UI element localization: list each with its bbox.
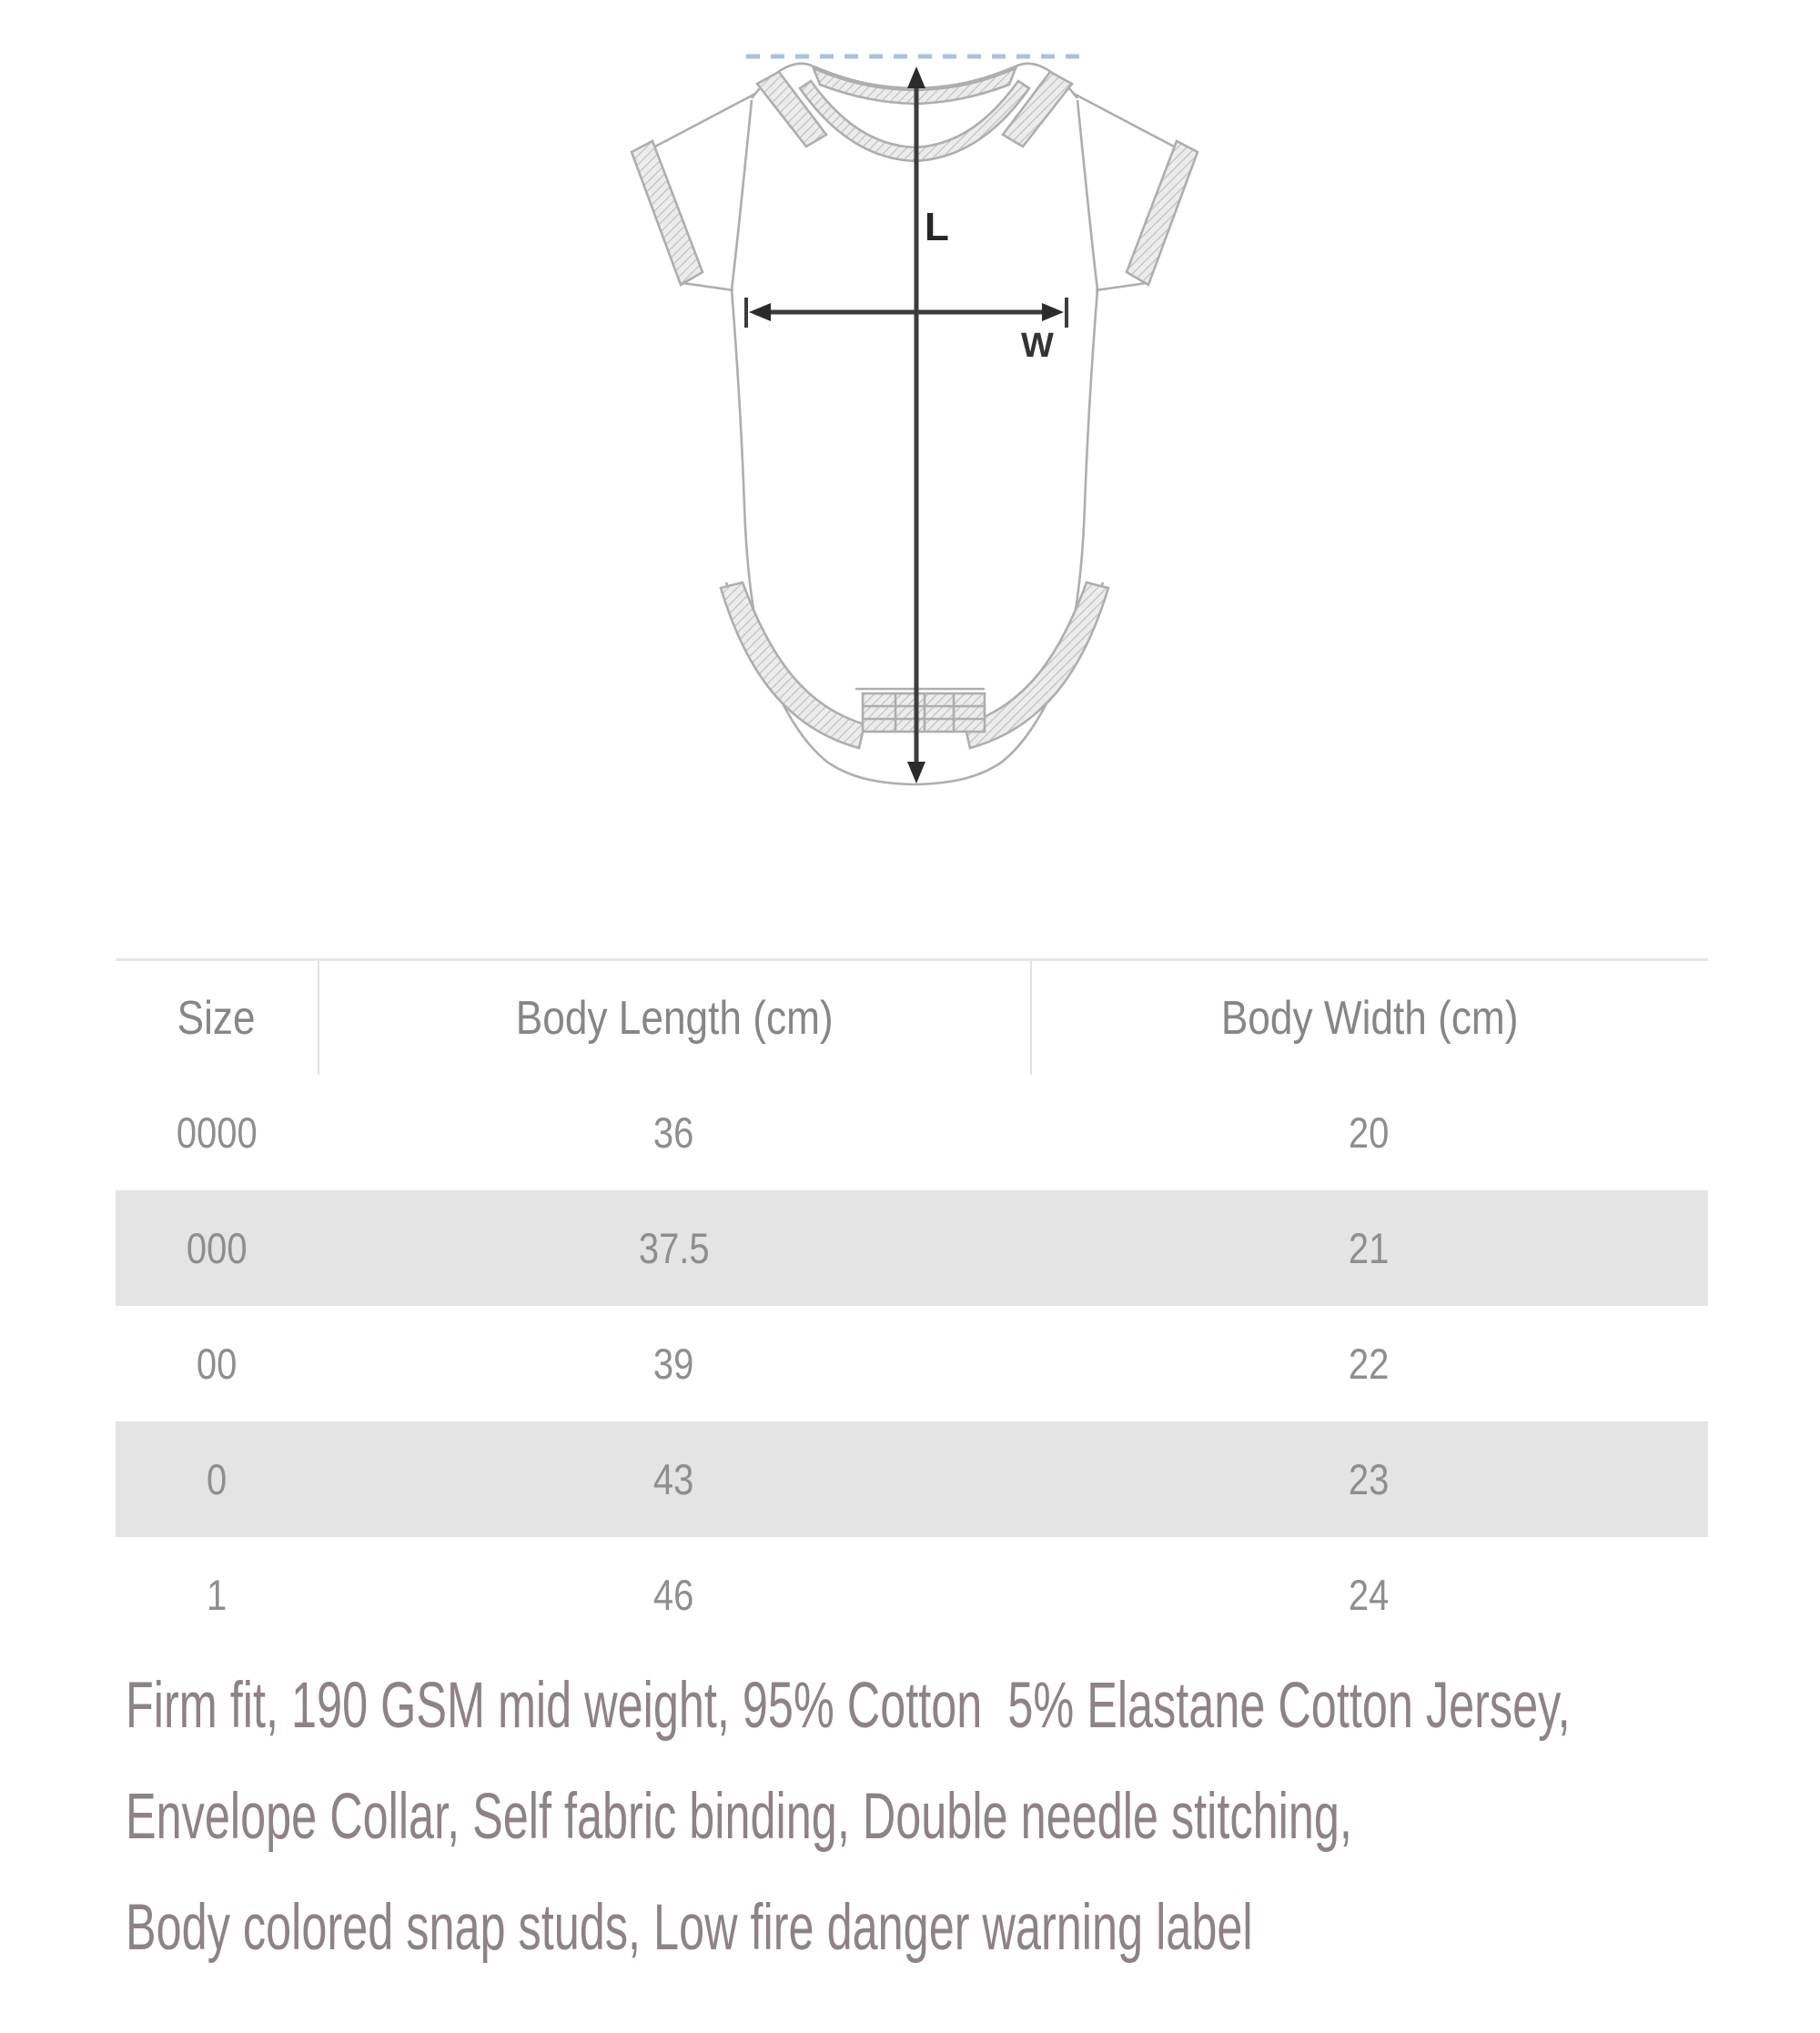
table-row — [116, 1421, 1708, 1537]
size-table-header — [116, 958, 1708, 1075]
size-table — [116, 958, 1708, 1653]
body-length-cell: 43 — [653, 1455, 694, 1503]
product-description — [126, 1651, 1791, 1984]
table-row — [116, 1537, 1708, 1653]
bodysuit-diagram — [592, 27, 1238, 810]
table-row — [116, 1190, 1708, 1306]
body-length-cell: 46 — [653, 1571, 694, 1619]
description-line: Firm fit, 190 GSM mid weight, 95% Cotton 5% Elastane Cotton Jersey, — [126, 1670, 1571, 1742]
size-cell: 1 — [206, 1571, 228, 1619]
sleeve-cuff-left — [632, 141, 703, 285]
body-width-cell: 23 — [1349, 1455, 1390, 1503]
body-length-cell: 37.5 — [638, 1224, 710, 1272]
sleeve-cuff-right — [1127, 141, 1198, 285]
body-width-cell: 24 — [1349, 1571, 1390, 1619]
body-width-cell: 21 — [1349, 1224, 1390, 1272]
header-body-length: Body Length (cm) — [318, 961, 1030, 1075]
description-line: Body colored snap studs, Low fire danger warning label — [126, 1892, 1253, 1964]
body-width-cell: 22 — [1349, 1340, 1390, 1388]
table-row — [116, 1075, 1708, 1190]
length-arrow — [907, 66, 949, 784]
size-cell: 00 — [196, 1340, 238, 1388]
table-row — [116, 1306, 1708, 1421]
header-body-width: Body Width (cm) — [1030, 961, 1708, 1075]
size-cell: 000 — [186, 1224, 248, 1272]
length-label: L — [925, 205, 949, 249]
description-line: Envelope Collar, Self fabric binding, Double needle stitching, — [126, 1781, 1352, 1853]
body-width-cell: 20 — [1349, 1108, 1390, 1157]
body-length-cell: 39 — [653, 1340, 694, 1388]
width-arrow — [744, 298, 1068, 365]
size-cell: 0000 — [176, 1108, 258, 1157]
width-label: W — [1021, 327, 1054, 365]
header-size: Size — [177, 991, 256, 1045]
body-length-cell: 36 — [653, 1108, 694, 1157]
size-cell: 0 — [206, 1455, 228, 1503]
